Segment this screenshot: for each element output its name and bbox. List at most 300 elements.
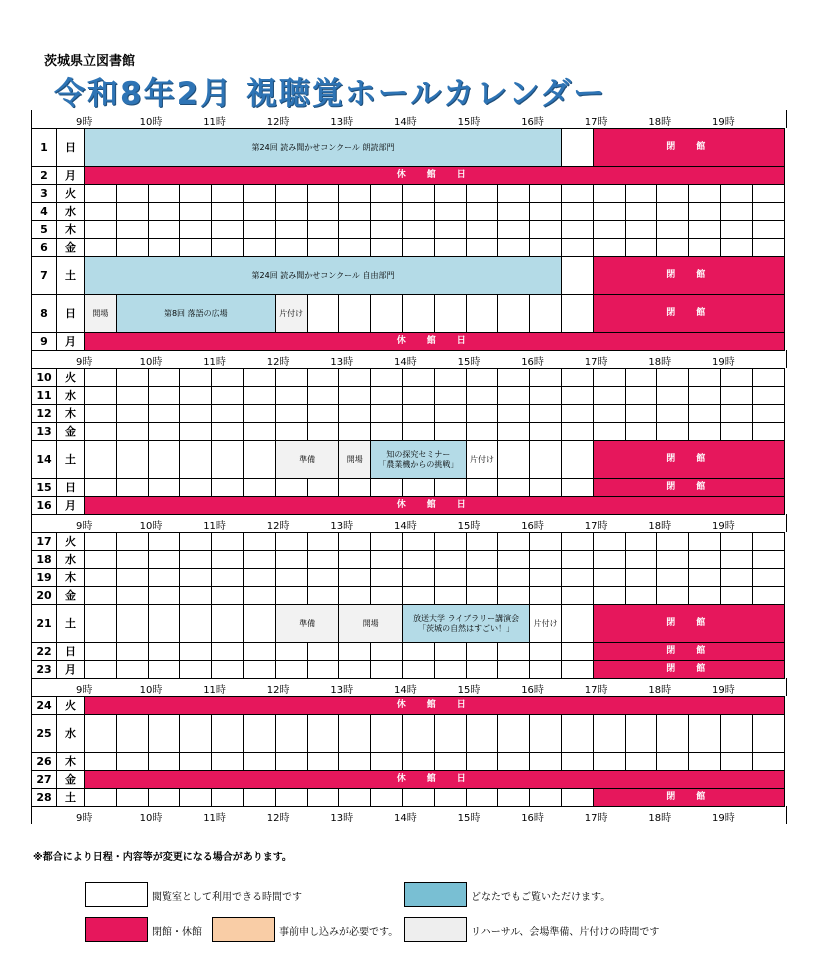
time-slot <box>84 788 117 807</box>
time-slot <box>338 422 371 441</box>
time-slot <box>116 202 149 221</box>
day-number: 5 <box>31 220 57 239</box>
time-slot <box>656 752 689 771</box>
time-slot <box>529 238 562 257</box>
day-number: 22 <box>31 642 57 661</box>
time-slot <box>561 368 594 387</box>
time-slot <box>688 404 721 423</box>
time-slot <box>656 714 689 753</box>
time-slot <box>688 422 721 441</box>
time-slot <box>561 532 594 551</box>
time-slot <box>116 404 149 423</box>
hour-label: 10時 <box>139 685 163 696</box>
hour-label: 13時 <box>330 117 354 128</box>
time-slot <box>179 440 212 479</box>
time-slot <box>179 586 212 605</box>
time-slot <box>307 478 340 497</box>
time-slot <box>179 604 212 643</box>
time-slot <box>529 714 562 753</box>
hour-label: 11時 <box>203 685 226 696</box>
time-slot <box>338 586 371 605</box>
time-slot <box>561 478 594 497</box>
time-slot <box>370 422 403 441</box>
time-slot <box>529 440 562 479</box>
time-slot <box>688 184 721 203</box>
time-slot <box>84 368 117 387</box>
time-slot <box>466 642 499 661</box>
day-number: 9 <box>31 332 57 351</box>
time-slot <box>243 404 276 423</box>
time-slot <box>243 550 276 569</box>
time-slot <box>497 642 530 661</box>
time-slot <box>307 788 340 807</box>
time-slot <box>561 294 594 333</box>
time-slot <box>752 184 785 203</box>
weekday: 火 <box>56 184 85 203</box>
time-slot <box>116 714 149 753</box>
time-slot <box>275 478 308 497</box>
time-slot <box>593 532 626 551</box>
day-number: 11 <box>31 386 57 405</box>
hour-label: 17時 <box>584 685 608 696</box>
event-block: 第24回 読み聞かせコンクール 自由部門 <box>84 256 562 295</box>
time-slot <box>243 368 276 387</box>
time-slot <box>84 568 117 587</box>
time-slot <box>752 714 785 753</box>
time-slot <box>148 604 181 643</box>
time-slot <box>466 238 499 257</box>
legend-text-registration: 事前申し込みが必要です。 <box>279 927 399 938</box>
weekday: 金 <box>56 238 85 257</box>
time-slot <box>211 386 244 405</box>
time-slot <box>466 404 499 423</box>
time-slot <box>625 568 658 587</box>
time-slot <box>148 550 181 569</box>
time-slot <box>148 752 181 771</box>
time-slot <box>497 386 530 405</box>
time-slot <box>561 714 594 753</box>
hour-label: 16時 <box>521 357 544 368</box>
day-number: 16 <box>31 496 57 515</box>
time-slot <box>116 788 149 807</box>
time-slot <box>148 184 181 203</box>
time-slot <box>275 220 308 239</box>
time-slot <box>307 568 340 587</box>
time-slot <box>370 202 403 221</box>
hour-label: 19時 <box>712 521 735 532</box>
time-slot <box>338 568 371 587</box>
time-slot <box>497 184 530 203</box>
day-number: 2 <box>31 166 57 185</box>
time-slot <box>688 714 721 753</box>
weekday: 月 <box>56 166 85 185</box>
day-number: 8 <box>31 294 57 333</box>
time-slot <box>625 386 658 405</box>
day-number: 26 <box>31 752 57 771</box>
time-slot <box>720 568 753 587</box>
time-slot <box>561 404 594 423</box>
time-slot <box>625 238 658 257</box>
time-slot <box>84 642 117 661</box>
time-slot <box>497 202 530 221</box>
time-slot <box>243 440 276 479</box>
time-slot <box>370 368 403 387</box>
closed-evening-block: 閉 館 <box>593 642 785 661</box>
time-slot <box>688 238 721 257</box>
time-slot <box>243 478 276 497</box>
time-slot <box>529 422 562 441</box>
time-slot <box>211 422 244 441</box>
hour-label: 18時 <box>648 521 672 532</box>
time-slot <box>338 238 371 257</box>
legend-text-open: どなたでもご覧いただけます。 <box>471 892 611 903</box>
time-slot <box>466 752 499 771</box>
hour-label: 14時 <box>394 521 417 532</box>
time-slot <box>688 220 721 239</box>
time-slot <box>561 440 594 479</box>
time-slot <box>338 386 371 405</box>
weekday: 月 <box>56 496 85 515</box>
time-slot <box>466 386 499 405</box>
prep-block: 開場 <box>84 294 117 333</box>
time-slot <box>497 478 530 497</box>
hour-label: 15時 <box>457 357 481 368</box>
hour-label: 13時 <box>330 521 354 532</box>
time-slot <box>148 660 181 679</box>
time-slot <box>752 532 785 551</box>
hour-label: 15時 <box>457 813 481 824</box>
hour-label: 12時 <box>266 685 290 696</box>
hour-label: 16時 <box>521 685 544 696</box>
weekday: 月 <box>56 332 85 351</box>
time-slot <box>84 604 117 643</box>
weekday: 水 <box>56 714 85 753</box>
time-slot <box>307 752 340 771</box>
time-slot <box>211 752 244 771</box>
time-slot <box>752 550 785 569</box>
time-slot <box>561 604 594 643</box>
time-slot <box>529 642 562 661</box>
weekday: 月 <box>56 660 85 679</box>
time-slot <box>211 568 244 587</box>
time-slot <box>561 788 594 807</box>
hour-label: 10時 <box>139 357 163 368</box>
time-slot <box>561 220 594 239</box>
time-slot <box>148 788 181 807</box>
weekday: 水 <box>56 386 85 405</box>
time-slot <box>243 788 276 807</box>
time-slot <box>752 220 785 239</box>
time-slot <box>84 404 117 423</box>
time-slot <box>370 294 403 333</box>
time-slot <box>275 404 308 423</box>
time-slot <box>148 586 181 605</box>
hour-label: 11時 <box>203 357 226 368</box>
weekday: 金 <box>56 586 85 605</box>
weekday: 木 <box>56 220 85 239</box>
hour-label: 16時 <box>521 521 544 532</box>
time-slot <box>179 752 212 771</box>
legend-text-prep: リハーサル、会場準備、片付けの時間です <box>471 927 660 938</box>
time-slot <box>307 586 340 605</box>
time-slot <box>561 386 594 405</box>
time-slot <box>179 202 212 221</box>
weekday: 水 <box>56 202 85 221</box>
legend-swatch-closed <box>85 917 148 942</box>
day-number: 6 <box>31 238 57 257</box>
weekday: 木 <box>56 752 85 771</box>
time-slot <box>593 752 626 771</box>
time-slot <box>752 586 785 605</box>
time-slot <box>338 660 371 679</box>
hour-label: 18時 <box>648 357 672 368</box>
weekday: 火 <box>56 532 85 551</box>
time-slot <box>434 404 467 423</box>
time-slot <box>243 202 276 221</box>
hour-label: 9時 <box>76 685 93 696</box>
hour-label: 9時 <box>76 357 93 368</box>
legend-text-closed: 閉館・休館 <box>152 927 202 938</box>
hour-label: 19時 <box>712 813 735 824</box>
time-slot <box>370 184 403 203</box>
prep-block: 準備 <box>275 440 340 479</box>
time-slot <box>275 714 308 753</box>
time-slot <box>434 642 467 661</box>
time-slot <box>593 404 626 423</box>
time-slot <box>84 386 117 405</box>
time-slot <box>720 550 753 569</box>
hour-label: 14時 <box>394 357 417 368</box>
time-slot <box>275 422 308 441</box>
time-slot <box>656 532 689 551</box>
time-slot <box>307 422 340 441</box>
time-slot <box>402 714 435 753</box>
weekday: 日 <box>56 478 85 497</box>
time-slot <box>720 238 753 257</box>
time-slot <box>434 238 467 257</box>
hour-label: 10時 <box>139 117 163 128</box>
time-slot <box>434 368 467 387</box>
closed-evening-block: 閉 館 <box>593 788 785 807</box>
time-slot <box>370 478 403 497</box>
closed-evening-block: 閉 館 <box>593 128 785 167</box>
time-slot <box>370 568 403 587</box>
day-number: 24 <box>31 696 57 715</box>
time-slot <box>179 568 212 587</box>
hour-label: 12時 <box>266 117 290 128</box>
time-slot <box>338 368 371 387</box>
closed-evening-block: 閉 館 <box>593 478 785 497</box>
time-slot <box>752 422 785 441</box>
event-block: 知の探究セミナー 「農業機からの挑戦」 <box>370 440 466 479</box>
legend-swatch-available <box>85 882 148 907</box>
time-slot <box>720 184 753 203</box>
day-number: 17 <box>31 532 57 551</box>
time-slot <box>402 238 435 257</box>
time-slot <box>370 386 403 405</box>
time-slot <box>625 550 658 569</box>
time-slot <box>307 660 340 679</box>
time-slot <box>84 238 117 257</box>
time-slot <box>116 368 149 387</box>
hour-label: 9時 <box>76 521 93 532</box>
time-slot <box>561 238 594 257</box>
time-slot <box>179 660 212 679</box>
time-slot <box>720 368 753 387</box>
time-slot <box>116 550 149 569</box>
time-slot <box>625 184 658 203</box>
legend-swatch-open <box>404 882 467 907</box>
weekday: 土 <box>56 440 85 479</box>
time-slot <box>497 586 530 605</box>
time-slot <box>529 386 562 405</box>
hour-label: 12時 <box>266 357 290 368</box>
time-slot <box>720 422 753 441</box>
time-slot <box>338 714 371 753</box>
time-slot <box>720 532 753 551</box>
hour-label: 9時 <box>76 117 93 128</box>
weekday: 土 <box>56 788 85 807</box>
hour-label: 15時 <box>457 521 481 532</box>
time-slot <box>338 478 371 497</box>
time-slot <box>275 642 308 661</box>
time-slot <box>148 642 181 661</box>
time-slot <box>752 202 785 221</box>
time-slot <box>656 550 689 569</box>
event-block: 第8回 落語の広場 <box>116 294 276 333</box>
time-slot <box>275 568 308 587</box>
hour-label: 19時 <box>712 357 735 368</box>
day-number: 27 <box>31 770 57 789</box>
day-number: 4 <box>31 202 57 221</box>
closed-evening-block: 閉 館 <box>593 604 785 643</box>
closed-day-bar: 休 館 日 <box>84 332 785 351</box>
time-slot <box>116 568 149 587</box>
time-slot <box>625 202 658 221</box>
time-slot <box>720 202 753 221</box>
time-slot <box>84 550 117 569</box>
day-number: 7 <box>31 256 57 295</box>
time-slot <box>466 660 499 679</box>
weekday: 水 <box>56 550 85 569</box>
time-slot <box>275 386 308 405</box>
time-slot <box>593 714 626 753</box>
time-slot <box>370 642 403 661</box>
time-slot <box>434 586 467 605</box>
day-number: 13 <box>31 422 57 441</box>
closed-evening-block: 閉 館 <box>593 440 785 479</box>
hour-label: 15時 <box>457 117 481 128</box>
time-slot <box>434 386 467 405</box>
hour-label: 17時 <box>584 521 608 532</box>
time-slot <box>211 604 244 643</box>
time-slot <box>402 532 435 551</box>
time-slot <box>338 294 371 333</box>
time-slot <box>688 368 721 387</box>
time-slot <box>338 752 371 771</box>
time-slot <box>720 714 753 753</box>
time-slot <box>656 568 689 587</box>
time-slot <box>720 586 753 605</box>
time-slot <box>561 202 594 221</box>
time-slot <box>529 586 562 605</box>
time-slot <box>84 660 117 679</box>
time-slot <box>561 586 594 605</box>
time-slot <box>593 220 626 239</box>
page-title: 令和8年2月 視聴覚ホールカレンダー <box>54 76 607 112</box>
hour-label: 18時 <box>648 813 672 824</box>
time-slot <box>593 386 626 405</box>
time-slot <box>370 404 403 423</box>
hour-label: 9時 <box>76 813 93 824</box>
hour-label: 14時 <box>394 685 417 696</box>
hour-label: 12時 <box>266 813 290 824</box>
time-slot <box>402 752 435 771</box>
time-slot <box>752 568 785 587</box>
time-slot <box>402 202 435 221</box>
time-slot <box>148 478 181 497</box>
time-slot <box>561 184 594 203</box>
time-slot <box>593 184 626 203</box>
day-number: 19 <box>31 568 57 587</box>
time-slot <box>338 788 371 807</box>
time-slot <box>561 128 594 167</box>
hour-label: 17時 <box>584 357 608 368</box>
hour-label: 10時 <box>139 813 163 824</box>
cleanup-block: 片付け <box>529 604 562 643</box>
time-slot <box>307 714 340 753</box>
time-slot <box>529 294 562 333</box>
weekday: 金 <box>56 770 85 789</box>
time-slot <box>275 184 308 203</box>
hour-label: 10時 <box>139 521 163 532</box>
hour-label: 18時 <box>648 117 672 128</box>
time-slot <box>243 604 276 643</box>
weekday: 日 <box>56 294 85 333</box>
time-slot <box>116 184 149 203</box>
legend-swatch-prep <box>404 917 467 942</box>
time-slot <box>243 184 276 203</box>
time-slot <box>466 478 499 497</box>
hour-label: 11時 <box>203 813 226 824</box>
time-slot <box>752 386 785 405</box>
hour-label: 11時 <box>203 521 226 532</box>
time-slot <box>275 660 308 679</box>
time-slot <box>211 184 244 203</box>
time-slot <box>656 368 689 387</box>
time-slot <box>84 202 117 221</box>
time-slot <box>179 478 212 497</box>
time-slot <box>466 422 499 441</box>
time-slot <box>402 550 435 569</box>
time-slot <box>497 238 530 257</box>
time-slot <box>338 202 371 221</box>
time-slot <box>307 386 340 405</box>
cleanup-block: 片付け <box>466 440 499 479</box>
day-number: 28 <box>31 788 57 807</box>
time-slot <box>307 238 340 257</box>
time-slot <box>84 422 117 441</box>
time-slot <box>211 586 244 605</box>
time-slot <box>116 220 149 239</box>
time-slot <box>179 368 212 387</box>
time-slot <box>752 368 785 387</box>
time-slot <box>179 532 212 551</box>
time-slot <box>466 184 499 203</box>
time-slot <box>211 404 244 423</box>
library-name: 茨城県立図書館 <box>44 54 136 69</box>
time-slot <box>179 386 212 405</box>
